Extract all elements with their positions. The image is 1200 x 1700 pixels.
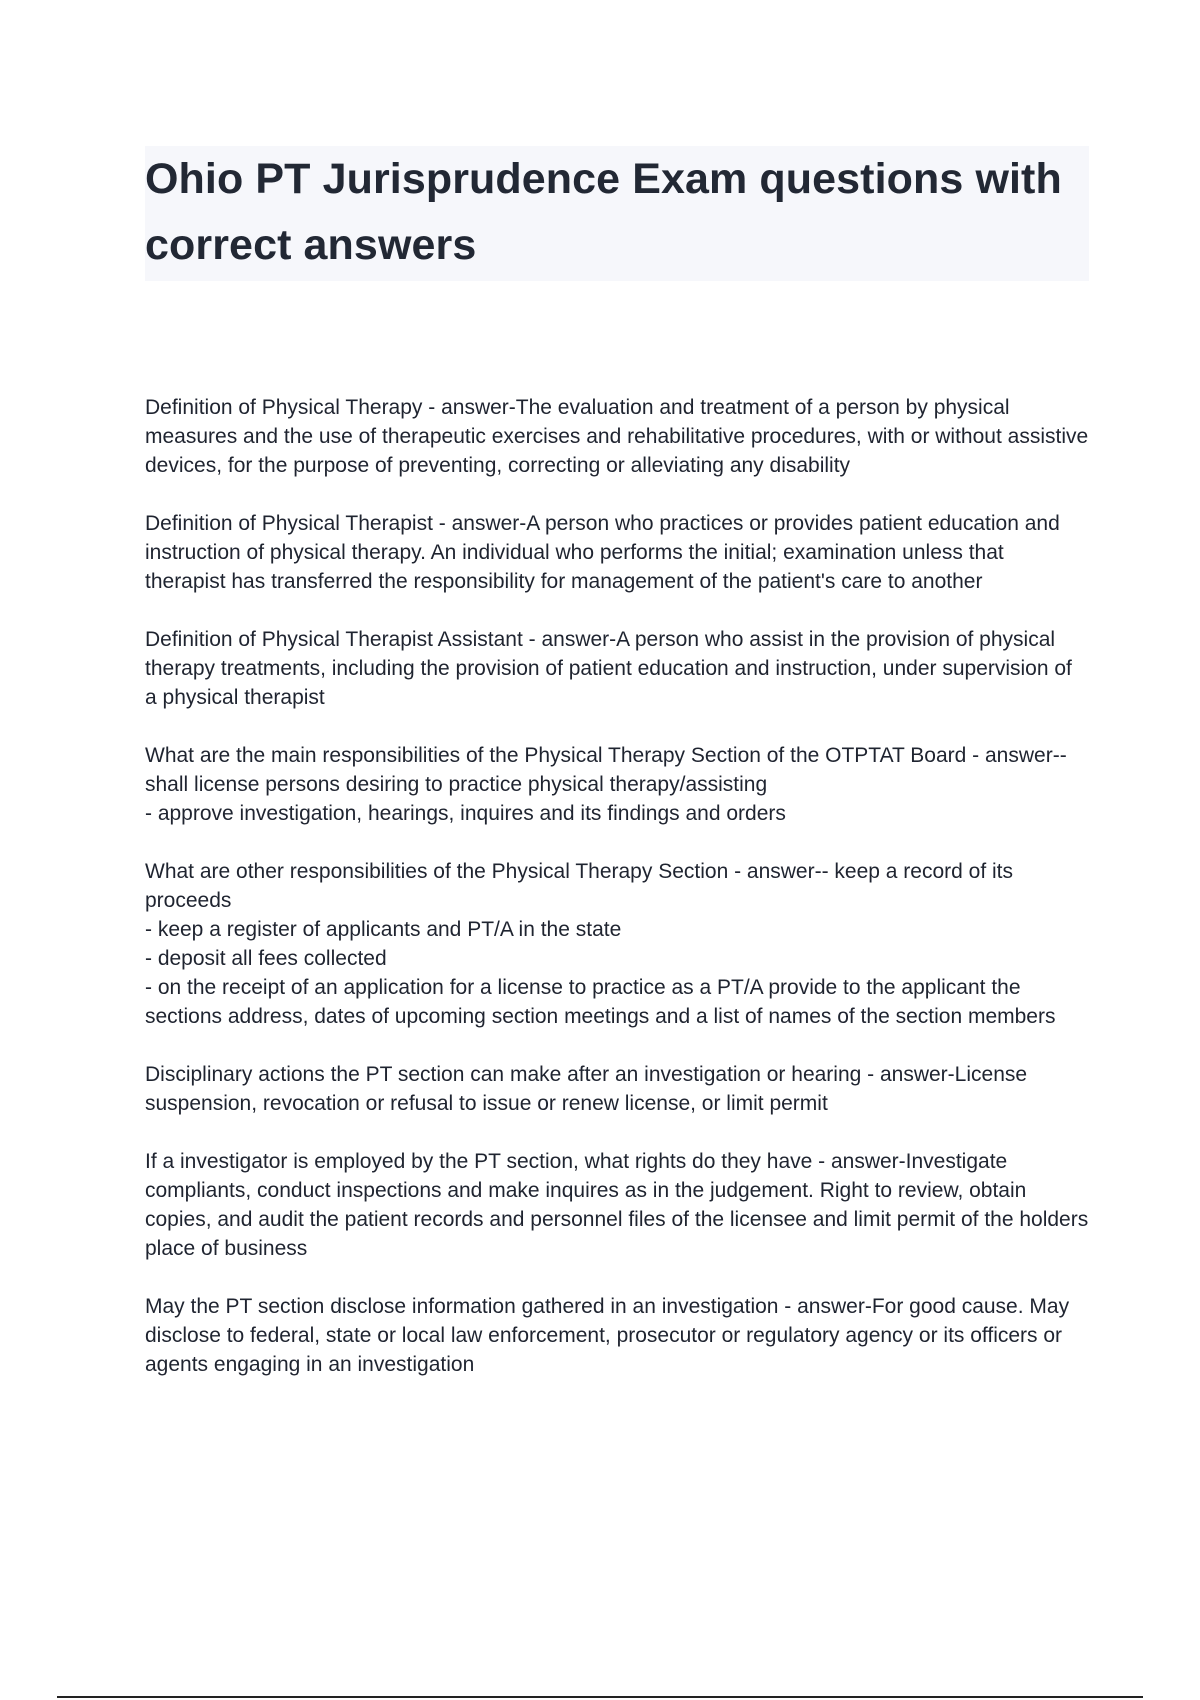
page-title: Ohio PT Jurisprudence Exam questions with correct answers [145, 155, 1062, 269]
qa-item-disciplinary-actions: Disciplinary actions the PT section can make after an investigation or hearing - answer-License suspension, revocation or refusal to issue or renew license, or limit permit [145, 1063, 1028, 1115]
title-banner [145, 146, 1089, 281]
footer-divider [57, 1696, 1143, 1698]
qa-item-disclose-information: May the PT section disclose information gathered in an investigation - answer-For good cause. May disclose to federal, state or local law enforcement, prosecutor or regulatory agency or its officers or agents engaging in an investigation [145, 1295, 1070, 1376]
qa-item-pta-definition: Definition of Physical Therapist Assistant - answer-A person who assist in the provision of physical therapy treatments, including the provision of patient education and instruction, under supervision of a physical therapist [145, 628, 1072, 709]
qa-item-physical-therapy-definition: Definition of Physical Therapy - answer-The evaluation and treatment of a person by physical measures and the use of therapeutic exercises and rehabilitative procedures, with or without assistive devices, for the purpose of preventing, correcting or alleviating any disability [145, 396, 1089, 477]
qa-item-other-responsibilities: What are other responsibilities of the Physical Therapy Section - answer-- keep a record of its proceeds - keep a register of applicants and PT/A in the state - deposit all fees collected - on the receipt of an application for a license to practice as a PT/A provide to the applicant the sections address, dates of upcoming section meetings and a list of names of the section members [145, 860, 1056, 1028]
qa-list [145, 393, 1089, 1408]
qa-item-main-responsibilities: What are the main responsibilities of the Physical Therapy Section of the OTPTAT Board - answer-- shall license persons desiring to practice physical therapy/assisting - approve investigation, hearings, inquires and its findings and orders [145, 744, 1067, 825]
qa-item-investigator-rights: If a investigator is employed by the PT section, what rights do they have - answer-Investigate compliants, conduct inspections and make inquires as in the judgement. Right to review, obtain copies, and audit the patient records and personnel files of the licensee and limit permit of the holders place of business [145, 1150, 1089, 1260]
qa-item-physical-therapist-definition: Definition of Physical Therapist - answer-A person who practices or provides patient education and instruction of physical therapy. An individual who performs the initial; examination unless that therapist has transferred the responsibility for management of the patient's care to another [145, 512, 1060, 593]
